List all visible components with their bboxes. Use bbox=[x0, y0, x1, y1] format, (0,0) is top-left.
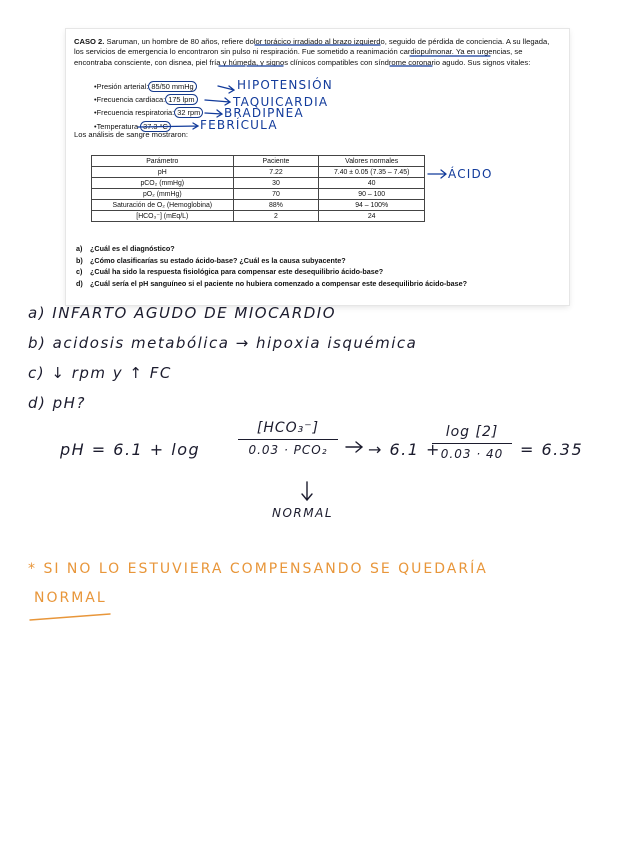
case-title: CASO 2. bbox=[74, 37, 105, 46]
question-c: c) ¿Cuál ha sido la respuesta fisiológica para compensar este desequilibrio ácido-base? bbox=[76, 267, 384, 277]
formula-mid: → 6.1 + bbox=[368, 440, 441, 459]
formula-result: = 6.35 bbox=[520, 440, 584, 459]
annotation-acido: ÁCIDO bbox=[448, 167, 493, 181]
arrow-icon bbox=[346, 442, 362, 452]
vital-value-circled: 85/50 mmHg bbox=[148, 81, 196, 92]
annotation-febricula: FEBRÍCULA bbox=[200, 118, 278, 132]
annotation-taquicardia: TAQUICARDIA bbox=[233, 95, 329, 109]
answer-b: b) acidosis metabólica → hipoxia isquémica bbox=[28, 334, 418, 352]
normal-label: NORMAL bbox=[272, 506, 334, 520]
case-intro: Saruman, un hombre de 80 años, refiere dolor torácico irradiado al brazo izquierdo, seguido de pérdida de conciencia. A su llegada, los servicios de emergencia lo encontraron sin pulso ni respiración. Fue sometido a reanimación cardiopulmonar. Ya en urgencias, se encontraba consciente, con disnea, piel fría y húmeda, y signos clínicos compatibles con síndrome coronario agudo. Sus signos vitales: bbox=[74, 37, 550, 67]
vital-value-circled: 37.3 °C bbox=[140, 121, 171, 132]
fraction-2: log [2] 0.03 · 40 bbox=[432, 424, 512, 461]
annotation-bradipnea: BRADIPNEA bbox=[224, 106, 304, 120]
table-row: pH 7.22 7.40 ± 0.05 (7.35 – 7.45) bbox=[92, 167, 425, 178]
table-row: Saturación de O₂ (Hemoglobina) 88% 94 – 100% bbox=[92, 200, 425, 211]
note-line-2: NORMAL bbox=[34, 590, 107, 606]
formula-lhs: pH = 6.1 + log bbox=[60, 440, 201, 459]
question-a: a) ¿Cuál es el diagnóstico? bbox=[76, 244, 175, 253]
vital-resp-rate: •Frecuencia respiratoria: 32 rpm bbox=[94, 106, 203, 119]
question-d: d) ¿Cuál sería el pH sanguíneo si el paciente no hubiera comenzado a compensar este desequilibrio ácido-base? bbox=[76, 278, 468, 288]
answer-a: a) INFARTO AGUDO DE MIOCARDIO bbox=[28, 304, 337, 322]
vital-heart-rate: •Frecuencia cardiaca: 175 lpm bbox=[94, 93, 203, 106]
vital-temperature: •Temperatura 37.3 °C bbox=[94, 120, 203, 133]
underline-stroke bbox=[30, 614, 110, 620]
note-line-1: * SI NO LO ESTUVIERA COMPENSANDO SE QUEDARÍA bbox=[28, 561, 488, 577]
table-row: [HCO₃⁻] (mEq/L) 2 24 bbox=[92, 211, 425, 222]
annotation-hipotension: HIPOTENSIÓN bbox=[237, 78, 333, 92]
vital-value-circled: 175 lpm bbox=[165, 94, 197, 105]
table-header-row: Parámetro Paciente Valores normales bbox=[92, 156, 425, 167]
answer-c: c) ↓ rpm y ↑ FC bbox=[28, 364, 172, 382]
arrow-down-icon bbox=[302, 482, 312, 500]
results-label: Los análisis de sangre mostraron: bbox=[74, 130, 188, 139]
vital-value-circled: 32 rpm bbox=[174, 107, 203, 118]
arrow-icon bbox=[205, 110, 222, 117]
arrow-icon bbox=[205, 98, 230, 105]
fraction-1: [HCO₃⁻] 0.03 · PCO₂ bbox=[238, 420, 338, 457]
arrow-icon bbox=[138, 123, 198, 129]
arrow-icon bbox=[218, 86, 234, 93]
arrow-icon bbox=[428, 170, 446, 178]
table-row: pCO₂ (mmHg) 30 40 bbox=[92, 178, 425, 189]
answer-d: d) pH? bbox=[28, 394, 86, 412]
table-row: pO₂ (mmHg) 70 90 – 100 bbox=[92, 189, 425, 200]
question-b: b) ¿Cómo clasificarías su estado ácido-base? ¿Cuál es la causa subyacente? bbox=[76, 255, 346, 265]
vital-pressure: •Presión arterial: 85/50 mmHg bbox=[94, 80, 203, 93]
